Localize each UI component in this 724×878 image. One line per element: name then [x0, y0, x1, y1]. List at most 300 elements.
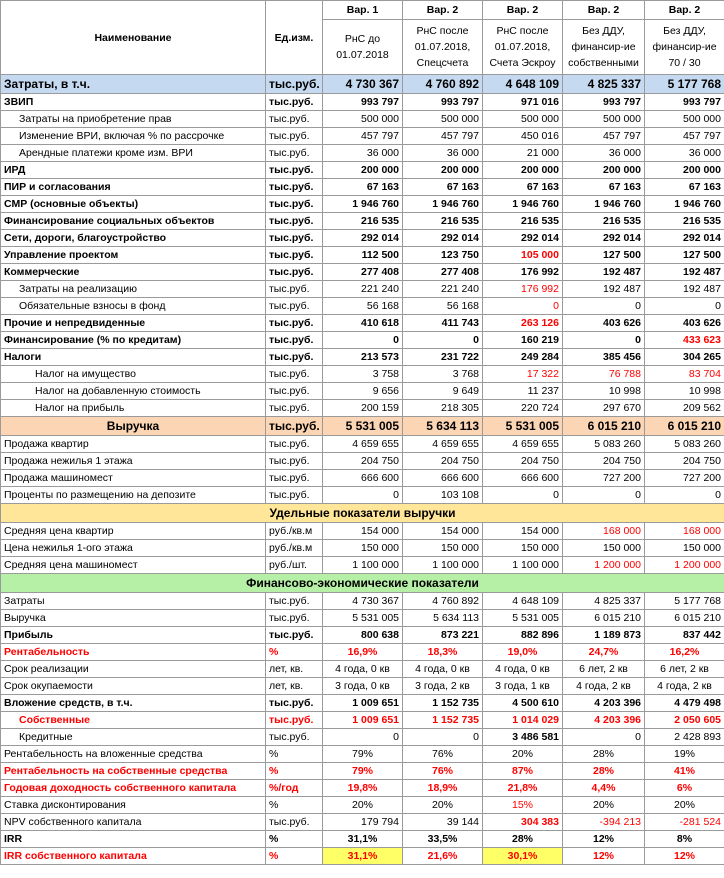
row-name: Финансирование социальных объектов — [1, 213, 266, 230]
value-cell: 5 531 005 — [483, 610, 563, 627]
section-row — [1, 574, 724, 593]
value-cell: 292 014 — [483, 230, 563, 247]
value-cell: 36 000 — [563, 145, 645, 162]
header-desc-line: РнС после — [496, 25, 549, 37]
value-cell: 4 года, 0 кв — [403, 661, 483, 678]
value-cell: 4 730 367 — [323, 75, 403, 94]
section-row — [1, 504, 724, 523]
header-variant-1: Вар. 1 — [323, 1, 403, 20]
value-cell: 28% — [563, 763, 645, 780]
row-unit: тыс.руб. — [266, 417, 323, 436]
value-cell: 150 000 — [403, 540, 483, 557]
row-name: Финансирование (% по кредитам) — [1, 332, 266, 349]
value-cell: 4 760 892 — [403, 593, 483, 610]
value-cell: 4 825 337 — [563, 75, 645, 94]
row-name: IRR — [1, 831, 266, 848]
row-unit: тыс.руб. — [266, 453, 323, 470]
value-cell: 112 500 — [323, 247, 403, 264]
row-name: Рентабельность на вложенные средства — [1, 746, 266, 763]
value-cell: 154 000 — [323, 523, 403, 540]
value-cell: 21,6% — [403, 848, 483, 865]
table-row — [1, 610, 724, 627]
table-row — [1, 383, 724, 400]
value-cell: 2 050 605 — [645, 712, 724, 729]
table-row — [1, 487, 724, 504]
value-cell: 17 322 — [483, 366, 563, 383]
row-name: ЗВИП — [1, 94, 266, 111]
value-cell: 0 — [563, 729, 645, 746]
value-cell: 3 года, 0 кв — [323, 678, 403, 695]
value-cell: 457 797 — [563, 128, 645, 145]
row-unit: % — [266, 848, 323, 865]
row-name: Налог на добавленную стоимость — [1, 383, 266, 400]
value-cell: 457 797 — [403, 128, 483, 145]
value-cell: 160 219 — [483, 332, 563, 349]
header-desc-line: финансир-ие — [652, 41, 717, 53]
row-name: СМР (основные объекты) — [1, 196, 266, 213]
row-unit: тыс.руб. — [266, 470, 323, 487]
value-cell: 4 года, 2 кв — [563, 678, 645, 695]
row-unit: тыс.руб. — [266, 695, 323, 712]
value-cell: 24,7% — [563, 644, 645, 661]
value-cell: 0 — [403, 332, 483, 349]
value-cell: 0 — [645, 487, 724, 504]
value-cell: 4 659 655 — [323, 436, 403, 453]
value-cell: 4 500 610 — [483, 695, 563, 712]
value-cell: 192 487 — [563, 264, 645, 281]
value-cell: 403 626 — [563, 315, 645, 332]
row-unit: % — [266, 644, 323, 661]
value-cell: 9 656 — [323, 383, 403, 400]
value-cell: 20% — [483, 746, 563, 763]
value-cell: 3 758 — [323, 366, 403, 383]
header-variant-desc-2 — [403, 20, 483, 75]
table-row — [1, 75, 724, 94]
value-cell: 993 797 — [563, 94, 645, 111]
value-cell: 192 487 — [645, 281, 724, 298]
value-cell: 41% — [645, 763, 724, 780]
value-cell: 20% — [563, 797, 645, 814]
value-cell: 433 623 — [645, 332, 724, 349]
value-cell: 19,0% — [483, 644, 563, 661]
table-row — [1, 661, 724, 678]
value-cell: 500 000 — [323, 111, 403, 128]
value-cell: -394 213 — [563, 814, 645, 831]
value-cell: 666 600 — [323, 470, 403, 487]
value-cell: 31,1% — [323, 848, 403, 865]
table-row — [1, 797, 724, 814]
value-cell: 666 600 — [403, 470, 483, 487]
value-cell: 231 722 — [403, 349, 483, 366]
value-cell: 450 016 — [483, 128, 563, 145]
header-variant-5: Вар. 2 — [645, 1, 724, 20]
header-desc-line: финансир-ие — [571, 41, 636, 53]
row-name: Ставка дисконтирования — [1, 797, 266, 814]
row-unit: тыс.руб. — [266, 145, 323, 162]
row-name: Срок реализации — [1, 661, 266, 678]
row-unit: % — [266, 797, 323, 814]
value-cell: 67 163 — [403, 179, 483, 196]
value-cell: 30,1% — [483, 848, 563, 865]
header-desc-line: собственными — [568, 57, 639, 69]
row-unit: тыс.руб. — [266, 111, 323, 128]
value-cell: 1 946 760 — [645, 196, 724, 213]
value-cell: 500 000 — [645, 111, 724, 128]
value-cell: 304 383 — [483, 814, 563, 831]
table-row — [1, 196, 724, 213]
row-unit: руб./кв.м — [266, 523, 323, 540]
value-cell: 123 750 — [403, 247, 483, 264]
table-row — [1, 400, 724, 417]
table-row — [1, 145, 724, 162]
value-cell: 1 200 000 — [645, 557, 724, 574]
value-cell: 176 992 — [483, 264, 563, 281]
header-desc-line: РнС до — [344, 33, 381, 45]
row-unit: тыс.руб. — [266, 436, 323, 453]
table-row — [1, 678, 724, 695]
value-cell: 218 305 — [403, 400, 483, 417]
value-cell: 263 126 — [483, 315, 563, 332]
row-unit: % — [266, 763, 323, 780]
value-cell: 209 562 — [645, 400, 724, 417]
row-name: Средняя цена квартир — [1, 523, 266, 540]
value-cell: 1 946 760 — [323, 196, 403, 213]
value-cell: 154 000 — [483, 523, 563, 540]
table-row — [1, 315, 724, 332]
row-name: Затраты — [1, 593, 266, 610]
value-cell: 6 015 210 — [563, 417, 645, 436]
table-row — [1, 128, 724, 145]
value-cell: 500 000 — [563, 111, 645, 128]
row-name: IRR собственного капитала — [1, 848, 266, 865]
value-cell: 200 000 — [483, 162, 563, 179]
value-cell: 2 428 893 — [645, 729, 724, 746]
value-cell: 457 797 — [645, 128, 724, 145]
value-cell: 16,2% — [645, 644, 724, 661]
row-name: Собственные — [1, 712, 266, 729]
value-cell: 4 года, 0 кв — [483, 661, 563, 678]
value-cell: 76 788 — [563, 366, 645, 383]
value-cell: 18,3% — [403, 644, 483, 661]
header-variant-desc-3 — [483, 20, 563, 75]
table-row — [1, 523, 724, 540]
table-row — [1, 746, 724, 763]
value-cell: 4 730 367 — [323, 593, 403, 610]
table-row — [1, 470, 724, 487]
value-cell: 36 000 — [323, 145, 403, 162]
row-name: Сети, дороги, благоустройство — [1, 230, 266, 247]
row-unit: тыс.руб. — [266, 196, 323, 213]
row-unit: руб./кв.м — [266, 540, 323, 557]
value-cell: 5 634 113 — [403, 610, 483, 627]
value-cell: 9 649 — [403, 383, 483, 400]
header-unit: Ед.изм. — [266, 1, 323, 75]
table-row — [1, 712, 724, 729]
row-name: Продажа квартир — [1, 436, 266, 453]
value-cell: 216 535 — [645, 213, 724, 230]
value-cell: 204 750 — [645, 453, 724, 470]
value-cell: 4 659 655 — [403, 436, 483, 453]
value-cell: 403 626 — [645, 315, 724, 332]
value-cell: 21 000 — [483, 145, 563, 162]
value-cell: 11 237 — [483, 383, 563, 400]
value-cell: 204 750 — [403, 453, 483, 470]
value-cell: 200 000 — [323, 162, 403, 179]
value-cell: 993 797 — [323, 94, 403, 111]
row-unit: тыс.руб. — [266, 332, 323, 349]
value-cell: 4 года, 0 кв — [323, 661, 403, 678]
value-cell: 5 083 260 — [645, 436, 724, 453]
value-cell: 168 000 — [645, 523, 724, 540]
value-cell: 12% — [645, 848, 724, 865]
table-row — [1, 763, 724, 780]
value-cell: 277 408 — [323, 264, 403, 281]
value-cell: 1 200 000 — [563, 557, 645, 574]
value-cell: 192 487 — [645, 264, 724, 281]
row-unit: тыс.руб. — [266, 383, 323, 400]
table-row — [1, 814, 724, 831]
value-cell: 500 000 — [403, 111, 483, 128]
value-cell: 0 — [483, 298, 563, 315]
row-unit: тыс.руб. — [266, 349, 323, 366]
value-cell: 204 750 — [323, 453, 403, 470]
value-cell: 3 486 581 — [483, 729, 563, 746]
table-row — [1, 729, 724, 746]
table-row — [1, 695, 724, 712]
table-row — [1, 247, 724, 264]
row-unit: тыс.руб. — [266, 315, 323, 332]
row-unit: тыс.руб. — [266, 593, 323, 610]
section-title: Финансово-экономические показатели — [1, 574, 724, 593]
value-cell: 5 531 005 — [483, 417, 563, 436]
value-cell: 1 152 735 — [403, 695, 483, 712]
value-cell: 971 016 — [483, 94, 563, 111]
value-cell: 5 531 005 — [323, 610, 403, 627]
table-row — [1, 627, 724, 644]
table-row — [1, 417, 724, 436]
value-cell: 12% — [563, 848, 645, 865]
value-cell: 83 704 — [645, 366, 724, 383]
value-cell: 105 000 — [483, 247, 563, 264]
row-name: Затраты, в т.ч. — [1, 75, 266, 94]
table-row — [1, 848, 724, 865]
value-cell: 0 — [323, 487, 403, 504]
table-row — [1, 593, 724, 610]
value-cell: 1 946 760 — [563, 196, 645, 213]
section-title: Удельные показатели выручки — [1, 504, 724, 523]
value-cell: 6 лет, 2 кв — [563, 661, 645, 678]
value-cell: 150 000 — [483, 540, 563, 557]
row-name: Годовая доходность собственного капитала — [1, 780, 266, 797]
row-name: Затраты на реализацию — [1, 281, 266, 298]
row-name: Налог на имущество — [1, 366, 266, 383]
value-cell: 4 648 109 — [483, 593, 563, 610]
row-unit: лет, кв. — [266, 661, 323, 678]
row-name: Прочие и непредвиденные — [1, 315, 266, 332]
value-cell: 0 — [323, 332, 403, 349]
value-cell: 292 014 — [645, 230, 724, 247]
row-name: Рентабельность на собственные средства — [1, 763, 266, 780]
value-cell: 4 659 655 — [483, 436, 563, 453]
value-cell: 292 014 — [323, 230, 403, 247]
value-cell: 67 163 — [563, 179, 645, 196]
row-name: Налоги — [1, 349, 266, 366]
table-row — [1, 644, 724, 661]
value-cell: 179 794 — [323, 814, 403, 831]
header-desc-line: 01.07.2018 — [336, 49, 389, 61]
value-cell: 220 724 — [483, 400, 563, 417]
row-unit: тыс.руб. — [266, 162, 323, 179]
header-variant-desc-4 — [563, 20, 645, 75]
value-cell: 1 014 029 — [483, 712, 563, 729]
value-cell: 0 — [645, 298, 724, 315]
value-cell: 0 — [563, 487, 645, 504]
row-unit: тыс.руб. — [266, 281, 323, 298]
value-cell: 1 100 000 — [323, 557, 403, 574]
table-row — [1, 298, 724, 315]
value-cell: 20% — [323, 797, 403, 814]
row-name: Проценты по размещению на депозите — [1, 487, 266, 504]
value-cell: 15% — [483, 797, 563, 814]
value-cell: 666 600 — [483, 470, 563, 487]
value-cell: 79% — [323, 763, 403, 780]
value-cell: 31,1% — [323, 831, 403, 848]
row-unit: тыс.руб. — [266, 400, 323, 417]
value-cell: 292 014 — [563, 230, 645, 247]
value-cell: 216 535 — [323, 213, 403, 230]
row-unit: тыс.руб. — [266, 627, 323, 644]
header-variant-3: Вар. 2 — [483, 1, 563, 20]
value-cell: -281 524 — [645, 814, 724, 831]
value-cell: 154 000 — [403, 523, 483, 540]
header-name: Наименование — [1, 1, 266, 75]
value-cell: 221 240 — [323, 281, 403, 298]
value-cell: 5 531 005 — [323, 417, 403, 436]
value-cell: 79% — [323, 746, 403, 763]
row-name: ИРД — [1, 162, 266, 179]
row-unit: тыс.руб. — [266, 729, 323, 746]
header-desc-line: Спецсчета — [416, 57, 469, 69]
value-cell: 4 203 396 — [563, 712, 645, 729]
value-cell: 6 015 210 — [645, 417, 724, 436]
value-cell: 36 000 — [403, 145, 483, 162]
row-name: Обязательные взносы в фонд — [1, 298, 266, 315]
row-name: Продажа машиномест — [1, 470, 266, 487]
header-desc-line: РнС после — [416, 25, 469, 37]
row-unit: тыс.руб. — [266, 128, 323, 145]
row-name: NPV собственного капитала — [1, 814, 266, 831]
row-unit: руб./шт. — [266, 557, 323, 574]
value-cell: 150 000 — [563, 540, 645, 557]
value-cell: 56 168 — [403, 298, 483, 315]
value-cell: 8% — [645, 831, 724, 848]
value-cell: 21,8% — [483, 780, 563, 797]
value-cell: 1 946 760 — [403, 196, 483, 213]
header-row — [1, 1, 724, 20]
value-cell: 0 — [323, 729, 403, 746]
value-cell: 873 221 — [403, 627, 483, 644]
value-cell: 200 000 — [563, 162, 645, 179]
table-row — [1, 780, 724, 797]
value-cell: 1 009 651 — [323, 712, 403, 729]
value-cell: 1 946 760 — [483, 196, 563, 213]
value-cell: 76% — [403, 763, 483, 780]
value-cell: 20% — [645, 797, 724, 814]
value-cell: 176 992 — [483, 281, 563, 298]
row-name: Налог на прибыль — [1, 400, 266, 417]
value-cell: 6% — [645, 780, 724, 797]
value-cell: 168 000 — [563, 523, 645, 540]
row-unit: тыс.руб. — [266, 264, 323, 281]
value-cell: 5 634 113 — [403, 417, 483, 436]
row-unit: тыс.руб. — [266, 298, 323, 315]
row-unit: %/год — [266, 780, 323, 797]
row-name: Вложение средств, в т.ч. — [1, 695, 266, 712]
row-name: Управление проектом — [1, 247, 266, 264]
table-row — [1, 281, 724, 298]
value-cell: 200 000 — [645, 162, 724, 179]
table-row — [1, 540, 724, 557]
row-unit: % — [266, 746, 323, 763]
header-desc-line: Счета Эскроу — [489, 57, 556, 69]
row-name: Кредитные — [1, 729, 266, 746]
value-cell: 1 100 000 — [403, 557, 483, 574]
header-variant-2: Вар. 2 — [403, 1, 483, 20]
table-row — [1, 332, 724, 349]
row-name: Прибыль — [1, 627, 266, 644]
value-cell: 292 014 — [403, 230, 483, 247]
value-cell: 6 лет, 2 кв — [645, 661, 724, 678]
row-unit: % — [266, 831, 323, 848]
value-cell: 4 825 337 — [563, 593, 645, 610]
header-desc-line: 70 / 30 — [668, 57, 701, 69]
value-cell: 304 265 — [645, 349, 724, 366]
row-name: Затраты на приобретение прав — [1, 111, 266, 128]
value-cell: 67 163 — [645, 179, 724, 196]
row-unit: тыс.руб. — [266, 75, 323, 94]
value-cell: 6 015 210 — [563, 610, 645, 627]
value-cell: 457 797 — [323, 128, 403, 145]
header-desc-line: Без ДДУ, — [663, 25, 706, 37]
row-name: Рентабельность — [1, 644, 266, 661]
row-unit: тыс.руб. — [266, 94, 323, 111]
value-cell: 39 144 — [403, 814, 483, 831]
header-desc-line: Без ДДУ, — [582, 25, 625, 37]
value-cell: 800 638 — [323, 627, 403, 644]
value-cell: 33,5% — [403, 831, 483, 848]
value-cell: 1 009 651 — [323, 695, 403, 712]
value-cell: 385 456 — [563, 349, 645, 366]
table-row — [1, 453, 724, 470]
value-cell: 1 189 873 — [563, 627, 645, 644]
value-cell: 67 163 — [483, 179, 563, 196]
value-cell: 192 487 — [563, 281, 645, 298]
value-cell: 3 года, 1 кв — [483, 678, 563, 695]
value-cell: 0 — [563, 332, 645, 349]
value-cell: 5 177 768 — [645, 593, 724, 610]
row-name: Цена нежилья 1-ого этажа — [1, 540, 266, 557]
row-name: Выручка — [1, 610, 266, 627]
value-cell: 36 000 — [645, 145, 724, 162]
table-row — [1, 366, 724, 383]
value-cell: 0 — [403, 729, 483, 746]
header-variant-desc-5 — [645, 20, 724, 75]
value-cell: 200 000 — [403, 162, 483, 179]
table-row — [1, 179, 724, 196]
table-row — [1, 213, 724, 230]
row-unit: тыс.руб. — [266, 230, 323, 247]
value-cell: 6 015 210 — [645, 610, 724, 627]
